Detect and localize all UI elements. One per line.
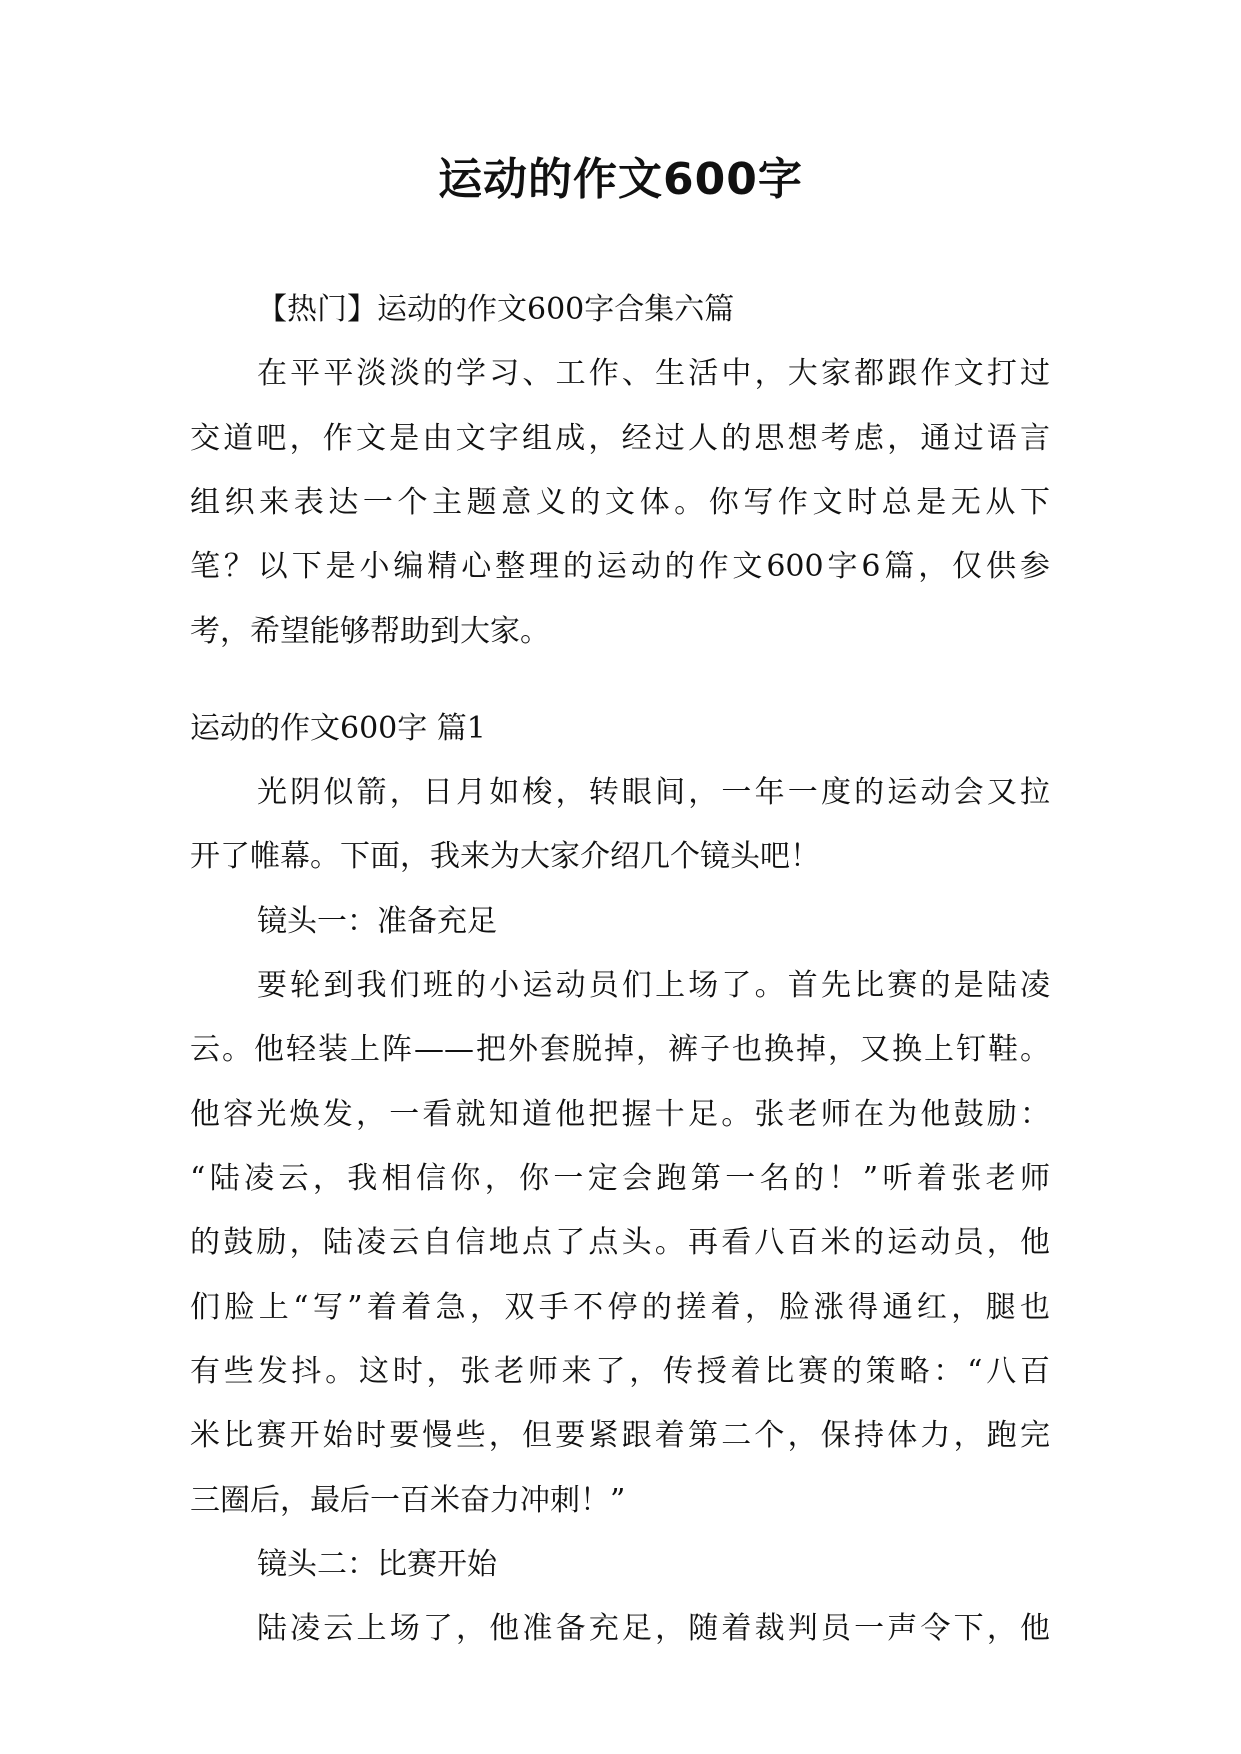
paragraph-line: 他容光焕发，一看就知道他把握十足。张老师在为他鼓励：: [190, 1097, 1050, 1132]
paragraph-line: 光阴似箭，日月如梭，转眼间，一年一度的运动会又拉: [257, 775, 1050, 810]
section-heading: 运动的作文600字 篇1: [190, 711, 486, 746]
paragraph-line: 在平平淡淡的学习、工作、生活中，大家都跟作文打过: [257, 356, 1050, 391]
paragraph-line: 要轮到我们班的小运动员们上场了。首先比赛的是陆凌: [257, 968, 1050, 1003]
paragraph-line: 云。他轻装上阵——把外套脱掉，裤子也换掉，又换上钉鞋。: [190, 1032, 1050, 1067]
paragraph-line: 有些发抖。这时，张老师来了，传授着比赛的策略：“八百: [190, 1354, 1050, 1389]
subtitle-line: 【热门】运动的作文600字合集六篇: [257, 292, 735, 327]
subheading-line: 镜头一：准备充足: [257, 904, 497, 939]
paragraph-line: 三圈后，最后一百米奋力冲刺！”: [190, 1483, 626, 1518]
paragraph-line: 交道吧，作文是由文字组成，经过人的思想考虑，通过语言: [190, 421, 1050, 456]
paragraph-line: “陆凌云，我相信你，你一定会跑第一名的！”听着张老师: [190, 1161, 1050, 1196]
paragraph-line: 们脸上“写”着着急，双手不停的搓着，脸涨得通红，腿也: [190, 1290, 1050, 1325]
document-title: 运动的作文600字: [438, 154, 803, 205]
subheading-line: 镜头二：比赛开始: [257, 1547, 497, 1582]
paragraph-line: 米比赛开始时要慢些，但要紧跟着第二个，保持体力，跑完: [190, 1418, 1050, 1453]
paragraph-line: 笔？以下是小编精心整理的运动的作文600字6篇，仅供参: [190, 549, 1050, 584]
paragraph-line: 陆凌云上场了，他准备充足，随着裁判员一声令下，他: [257, 1611, 1050, 1646]
paragraph-line: 组织来表达一个主题意义的文体。你写作文时总是无从下: [190, 485, 1050, 520]
paragraph-line: 考，希望能够帮助到大家。: [190, 614, 550, 649]
paragraph-line: 的鼓励，陆凌云自信地点了点头。再看八百米的运动员，他: [190, 1225, 1050, 1260]
paragraph-line: 开了帷幕。下面，我来为大家介绍几个镜头吧！: [190, 839, 820, 874]
